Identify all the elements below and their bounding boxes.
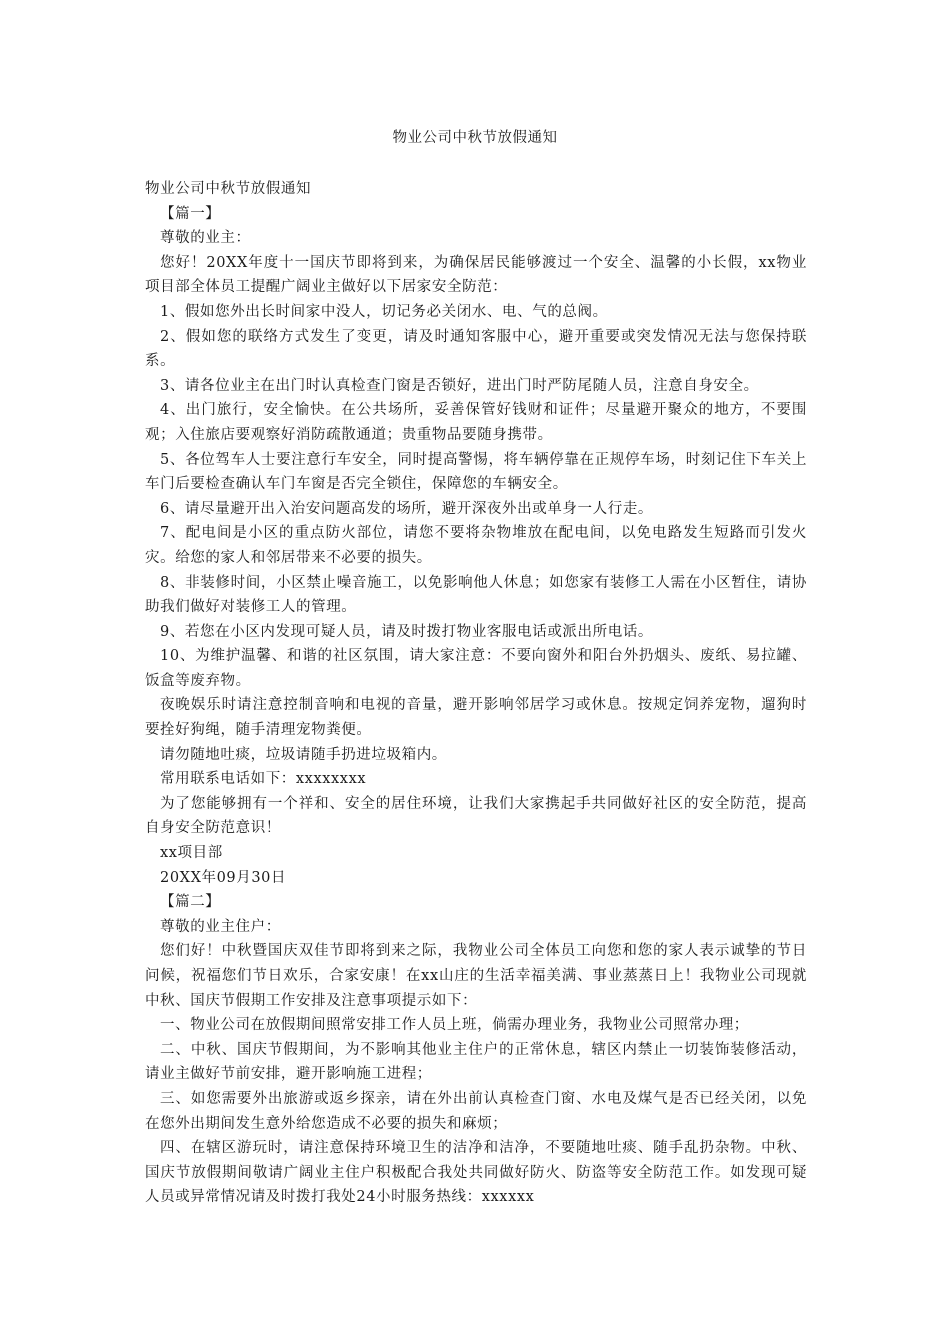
paragraph: 8、非装修时间，小区禁止噪音施工，以免影响他人休息；如您家有装修工人需在小区暂住，请协助我们做好对装修工人的管理。 <box>145 574 807 616</box>
paragraph: 7、配电间是小区的重点防火部位，请您不要将杂物堆放在配电间，以免电路发生短路而引发火灾。给您的家人和邻居带来不必要的损失。 <box>145 525 807 566</box>
signature-date: 20XX年09月30日 <box>160 869 287 886</box>
paragraph: 3、请各位业主在出门时认真检查门窗是否锁好，进出门时严防尾随人员，注意自身安全。 <box>160 377 759 394</box>
paragraph: 二、中秋、国庆节假期间，为不影响其他业主住户的正常休息，辖区内禁止一切装饰装修活动，请业主做好节前安排，避开影响施工进程； <box>145 1041 807 1083</box>
document-subtitle: 物业公司中秋节放假通知 <box>145 181 312 197</box>
paragraph: 您好！20XX年度十一国庆节即将到来，为确保居民能够渡过一个安全、温馨的小长假，xx物业项目部全体员工提醒广阔业主做好以下居家安全防范： <box>145 254 807 296</box>
signature-department: xx项目部 <box>160 845 223 862</box>
paragraph: 请勿随地吐痰，垃圾请随手扔进垃圾箱内。 <box>160 746 447 763</box>
paragraph: 您们好！中秋暨国庆双佳节即将到来之际，我物业公司全体员工向您和您的家人表示诚挚的节日问候，祝福您们节日欢乐，合家安康！在xx山庄的生活幸福美满、事业蒸蒸日上！我物业公司现就中秋、国庆节假期工作安排及注意事项提示如下： <box>145 943 807 1009</box>
paragraph: 2、假如您的联络方式发生了变更，请及时通知客服中心，避开重要或突发情况无法与您保持联系。 <box>145 328 807 370</box>
paragraph: 夜晚娱乐时请注意控制音响和电视的音量，避开影响邻居学习或休息。按规定饲养宠物，遛狗时要拴好狗绳，随手清理宠物粪便。 <box>145 697 807 739</box>
paragraph: 10、为维护温馨、和谐的社区氛围，请大家注意：不要向窗外和阳台外扔烟头、废纸、易拉罐、饭盒等废弃物。 <box>145 648 807 689</box>
paragraph: 1、假如您外出长时间家中没人，切记务必关闭水、电、气的总阀。 <box>160 303 608 320</box>
paragraph: 9、若您在小区内发现可疑人员，请及时拨打物业客服电话或派出所电话。 <box>160 623 654 640</box>
paragraph: 三、如您需要外出旅游或返乡探亲，请在外出前认真检查门窗、水电及煤气是否已经关闭，以免在您外出期间发生意外给您造成不必要的损失和麻烦； <box>145 1090 807 1132</box>
salutation-2: 尊敬的业主住户： <box>160 918 281 935</box>
paragraph: 4、出门旅行，安全愉快。在公共场所，妥善保管好钱财和证件；尽量避开聚众的地方，不要围观；入住旅店要观察好消防疏散通道；贵重物品要随身携带。 <box>145 402 807 443</box>
paragraph: 一、物业公司在放假期间照常安排工作人员上班，倘需办理业务，我物业公司照常办理； <box>160 1017 749 1034</box>
section-heading-2: 【篇二】 <box>160 894 221 911</box>
paragraph: 为了您能够拥有一个祥和、安全的居住环境，让我们大家携起手共同做好社区的安全防范，提高自身安全防范意识！ <box>145 795 807 837</box>
paragraph: 6、请尽量避开出入治安问题高发的场所，避开深夜外出或单身一人行走。 <box>160 500 654 517</box>
contact-phone: 常用联系电话如下：xxxxxxxx <box>160 771 367 788</box>
paragraph: 四、在辖区游玩时，请注意保持环境卫生的洁净和洁净，不要随地吐痰、随手乱扔杂物。中秋、国庆节放假期间敬请广阔业主住户积极配合我处共同做好防火、防盗等安全防范工作。如发现可疑人员或异常情况请及时拨打我处24小时服务热线：xxxxxx <box>145 1140 807 1206</box>
section-heading-1: 【篇一】 <box>160 205 221 222</box>
document-title: 物业公司中秋节放假通知 <box>392 130 558 146</box>
document-body <box>145 177 807 1210</box>
salutation-1: 尊敬的业主： <box>160 230 251 247</box>
paragraph: 5、各位驾车人士要注意行车安全，同时提高警惕，将车辆停靠在正规停车场，时刻记住下车关上车门后要检查确认车门车窗是否完全锁住，保障您的车辆安全。 <box>145 451 807 493</box>
